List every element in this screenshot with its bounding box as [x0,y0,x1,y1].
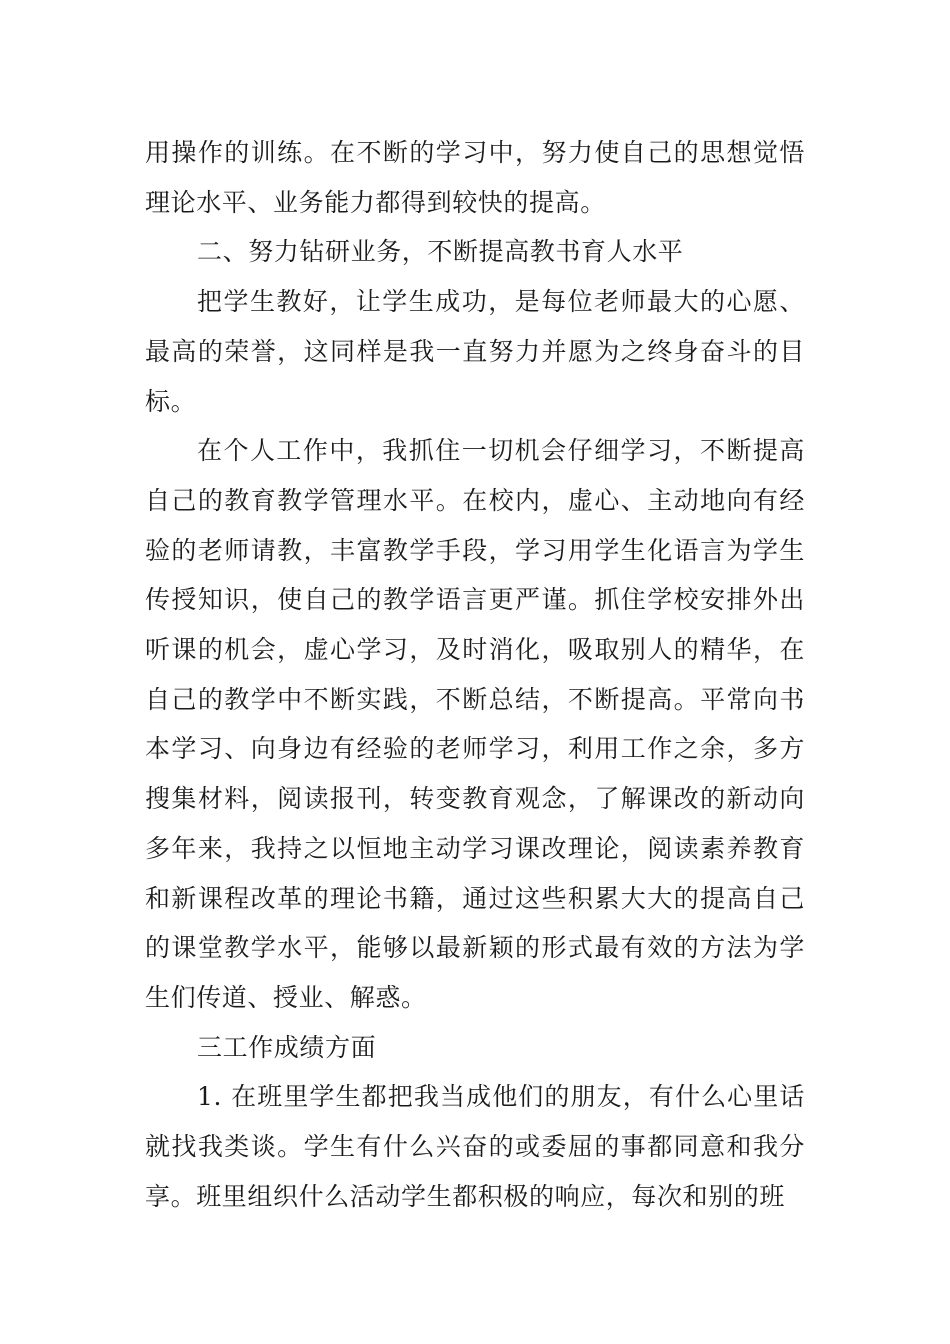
paragraph-study: 在个人工作中，我抓住一切机会仔细学习，不断提高自己的教育教学管理水平。在校内，虚心、主动地向有经验的老师请教，丰富教学手段，学习用学生化语言为学生传授知识，使自己的教学语言更严谨。抓住学校安排外出听课的机会，虚心学习，及时消化，吸取别人的精华，在自己的教学中不断实践，不断总结，不断提高。平常向书本学习、向身边有经验的老师学习，利用工作之余，多方搜集材料，阅读报刊，转变教育观念，了解课改的新动向多年来，我持之以恒地主动学习课改理论，阅读素养教育和新课程改革的理论书籍，通过这些积累大大的提高自己的课堂教学水平，能够以最新颖的形式最有效的方法为学生们传道、授业、解惑。 [145,436,805,1012]
section-heading-three: 三工作成绩方面 [197,1032,377,1062]
paragraph-achievement-one: 1. 在班里学生都把我当成他们的朋友，有什么心里话就找我类谈。学生有什么兴奋的或委屈的事都同意和我分享。班里组织什么活动学生都积极的响应，每次和别的班 [145,1082,805,1211]
paragraph-continuation: 用操作的训练。在不断的学习中，努力使自己的思想觉悟理论水平、业务能力都得到较快的提高。 [145,138,805,217]
section-heading-two: 二、努力钻研业务，不断提高教书育人水平 [197,237,684,267]
paragraph-goal: 把学生教好，让学生成功，是每位老师最大的心愿、最高的荣誉，这同样是我一直努力并愿为之终身奋斗的目标。 [145,287,805,416]
document-body [145,128,805,1221]
